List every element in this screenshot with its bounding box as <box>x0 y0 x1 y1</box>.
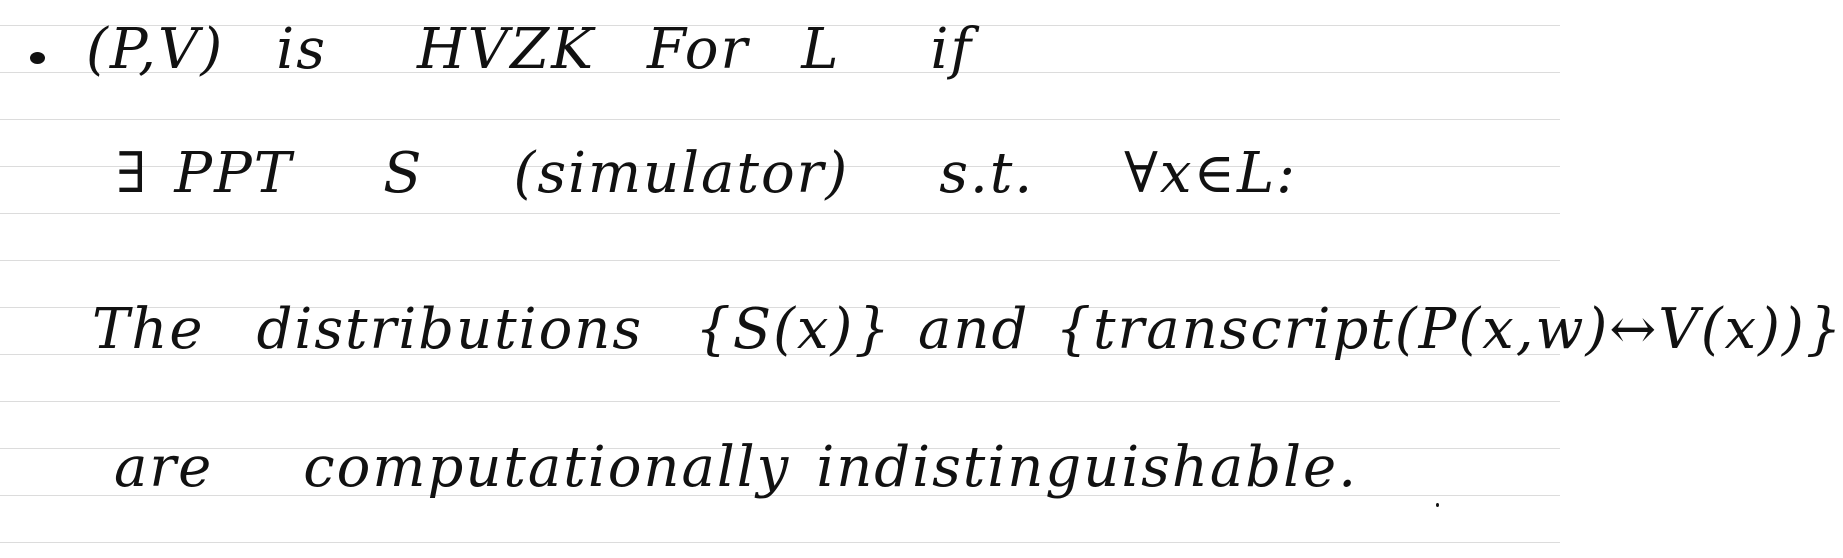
such-that: s.t. <box>939 141 1035 206</box>
word-ppt: PPT <box>174 141 294 206</box>
note-line-simulator <box>116 141 1298 206</box>
word-is: is <box>276 17 327 82</box>
note-line-conclusion <box>114 435 1358 500</box>
bullet-point <box>30 52 45 64</box>
simulator-s: S <box>383 141 424 206</box>
word-indistinguishable: indistinguishable. <box>816 435 1358 500</box>
word-computationally: computationally <box>303 435 791 500</box>
note-line-distributions <box>92 297 1843 362</box>
simulated-distribution: {S(x)} <box>695 297 892 362</box>
word-the: The <box>92 297 205 362</box>
word-and: and <box>918 297 1030 362</box>
language-l: L <box>801 17 841 82</box>
exists-symbol: ∃ <box>116 141 149 206</box>
prover-verifier-pair: (P,V) <box>86 17 225 82</box>
word-are: are <box>114 435 214 500</box>
word-for: For <box>646 17 750 82</box>
note-line-definition <box>86 17 974 82</box>
term-hvzk: HVZK <box>416 17 595 82</box>
real-transcript-distribution: {transcript(P(x,w)↔V(x))} <box>1055 297 1843 362</box>
ink-dot <box>1436 503 1439 507</box>
word-simulator: (simulator) <box>513 141 850 206</box>
word-distributions: distributions <box>256 297 644 362</box>
forall-x-in-l: ∀x∈L: <box>1124 141 1298 206</box>
word-if: if <box>930 17 974 82</box>
